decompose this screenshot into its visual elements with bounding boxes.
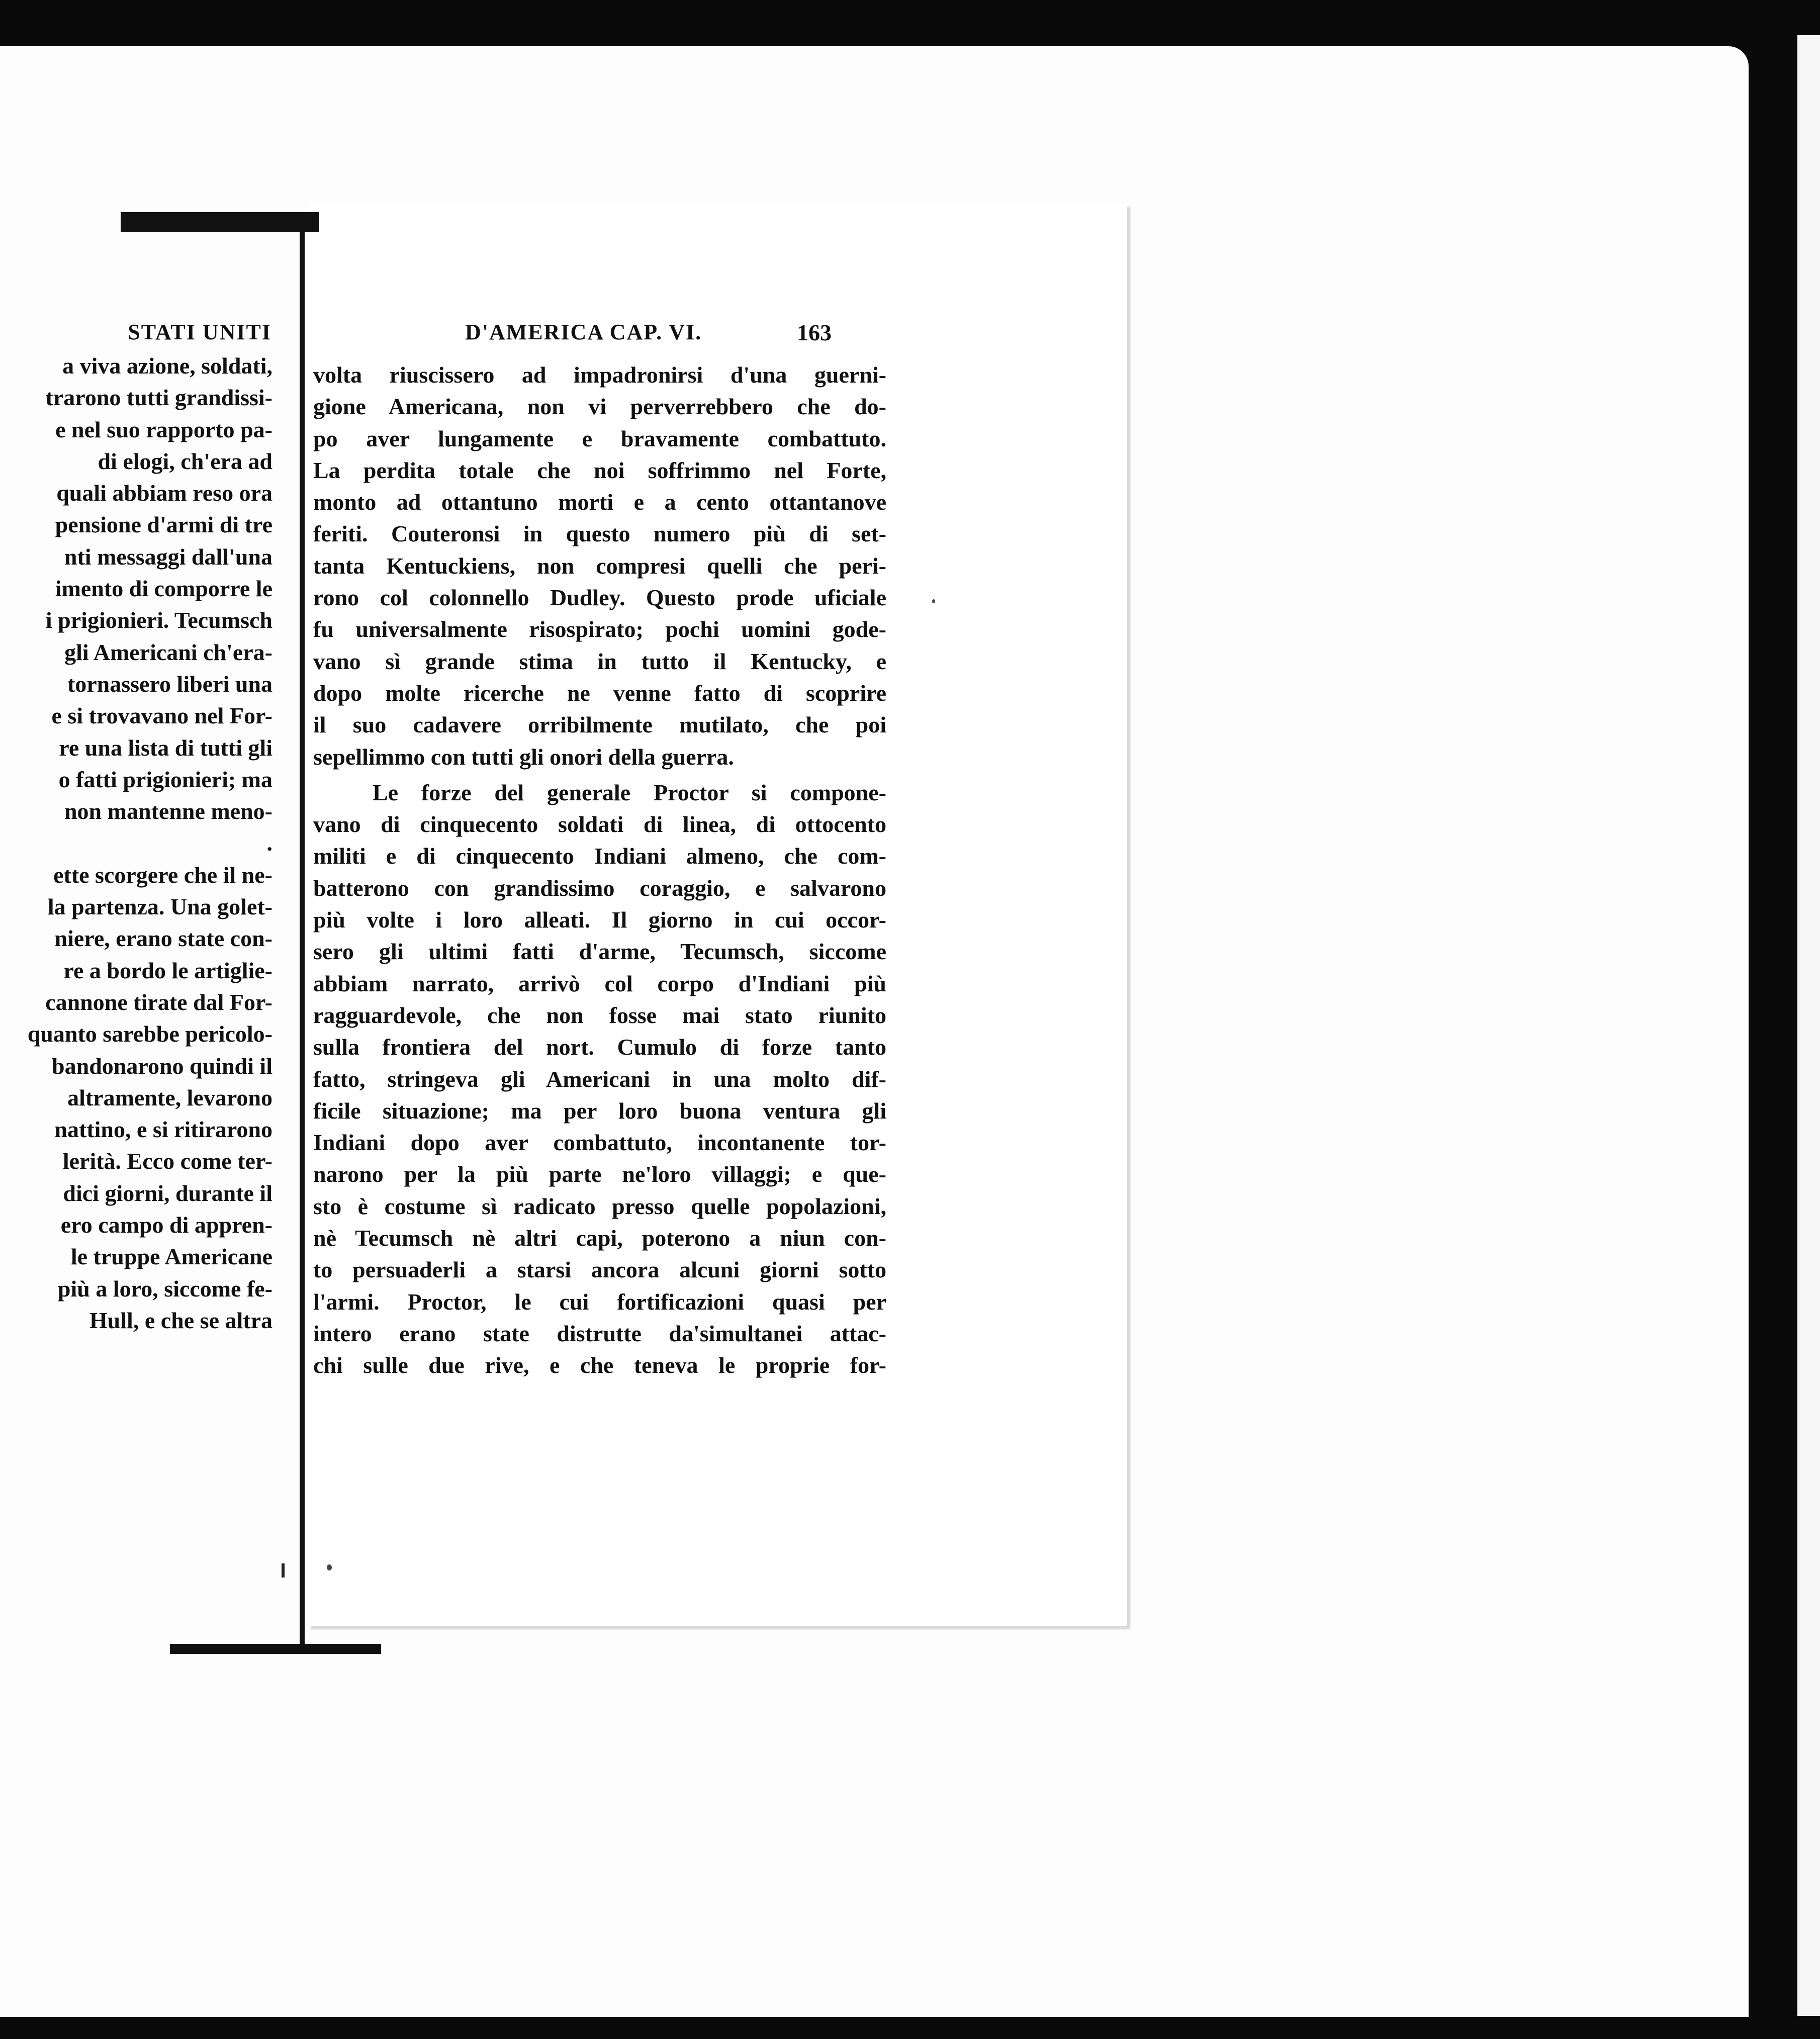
- speck-mark: [327, 1564, 332, 1570]
- text-line: o fatti prigionieri; ma: [58, 766, 272, 792]
- text-line: militi e di cinquecento Indiani almeno, che com-: [313, 843, 886, 869]
- text-line: Hull, e che se altra: [89, 1307, 272, 1333]
- text-line: sulla frontiera del nort. Cumulo di forze tanto: [313, 1034, 886, 1060]
- running-head-right: D'AMERICA CAP. VI.: [465, 320, 702, 344]
- text-line: più a loro, siccome fe-: [57, 1275, 272, 1302]
- text-line: ero campo di appren-: [60, 1212, 272, 1238]
- text-line: ficile situazione; ma per loro buona ventura gli: [313, 1097, 886, 1124]
- text-line: ragguardevole, che non fosse mai stato riunito: [313, 1002, 886, 1028]
- tick-mark: [282, 1563, 285, 1578]
- text-line: po aver lungamente e bravamente combattuto.: [313, 425, 886, 451]
- text-line: di elogi, ch'era ad: [98, 448, 272, 474]
- text-line: monto ad ottantuno morti e a cento ottantanove: [313, 489, 886, 515]
- text-line: sepellimmo con tutti gli onori della guerra.: [313, 744, 734, 770]
- running-head-left: STATI UNITI: [128, 320, 271, 344]
- text-line: volta riuscissero ad impadronirsi d'una guerni-: [313, 362, 886, 388]
- text-line: gli Americani ch'era-: [64, 639, 272, 665]
- text-line: sero gli ultimi fatti d'arme, Tecumsch, siccome: [313, 939, 886, 965]
- page-number: 163: [797, 320, 832, 345]
- text-line: La perdita totale che noi soffrimmo nel Forte,: [313, 457, 886, 483]
- text-line: cannone tirate dal For-: [45, 989, 272, 1015]
- text-line: bandonarono quindi il: [52, 1053, 272, 1079]
- text-line: la partenza. Una golet-: [47, 894, 272, 920]
- text-line: nattino, e si ritirarono: [54, 1117, 272, 1143]
- clip-mark-stem: [300, 232, 305, 1654]
- text-line: re a bordo le artiglie-: [63, 957, 272, 983]
- text-line: rono col colonnello Dudley. Questo prode uficiale: [313, 585, 886, 611]
- text-line: gione Americana, non vi perverrebbero che do-: [313, 394, 886, 420]
- text-line: narono per la più parte ne'loro villaggi; e que-: [313, 1161, 886, 1187]
- text-line: dici giorni, durante il: [63, 1180, 272, 1206]
- left-page-column: [0, 350, 272, 1336]
- text-line: a viva azione, soldati,: [62, 353, 272, 379]
- text-line: tornassero liberi una: [67, 671, 272, 697]
- text-line: nè Tecumsch nè altri capi, poterono a niun con-: [313, 1225, 886, 1251]
- clip-mark-bottom: [170, 1644, 381, 1654]
- text-line: fatto, stringeva gli Americani in una molto dif-: [313, 1066, 886, 1092]
- paragraph-gap: [313, 773, 886, 777]
- text-line: trarono tutti grandissi-: [45, 385, 272, 411]
- text-line: più volte i loro alleati. Il giorno in cui occor-: [313, 907, 886, 933]
- text-line: pensione d'armi di tre: [55, 512, 272, 538]
- text-line: imento di comporre le: [55, 576, 272, 602]
- text-line: e nel suo rapporto pa-: [55, 416, 272, 442]
- text-line: tanta Kentuckiens, non compresi quelli che peri-: [313, 552, 886, 579]
- text-line: ette scorgere che il ne-: [53, 862, 272, 888]
- text-line: chi sulle due rive, e che teneva le proprie for-: [313, 1352, 886, 1378]
- text-line: Indiani dopo aver combattuto, incontanente tor-: [313, 1130, 886, 1156]
- clip-mark-top: [121, 212, 319, 232]
- text-line: sto è costume sì radicato presso quelle popolazioni,: [313, 1193, 886, 1219]
- text-line: le truppe Americane: [70, 1244, 272, 1270]
- text-line: abbiam narrato, arrivò col corpo d'Indiani più: [313, 970, 886, 996]
- text-line: to persuaderli a starsi ancora alcuni giorni sotto: [313, 1257, 886, 1283]
- text-line: altramente, levarono: [67, 1084, 272, 1110]
- text-line: .: [266, 830, 272, 856]
- text-line: il suo cadavere orribilmente mutilato, che poi: [313, 712, 886, 738]
- text-line: vano sì grande stima in tutto il Kentucky, e: [313, 648, 886, 674]
- text-line: re una lista di tutti gli: [59, 734, 272, 761]
- next-page-edge: [1797, 35, 1820, 2016]
- text-line: non mantenne meno-: [64, 798, 272, 824]
- text-line: Le forze del generale Proctor si compone-: [373, 779, 886, 805]
- text-line: i prigionieri. Tecumsch: [45, 607, 272, 633]
- text-line: feriti. Couteronsi in questo numero più di set-: [313, 521, 886, 547]
- text-line: fu universalmente risospirato; pochi uomini gode-: [313, 616, 886, 642]
- speck-mark: [932, 599, 935, 603]
- text-line: batterono con grandissimo coraggio, e salvarono: [313, 875, 886, 901]
- text-line: quali abbiam reso ora: [56, 480, 272, 506]
- text-line: nti messaggi dall'una: [64, 543, 272, 570]
- text-line: vano di cinquecento soldati di linea, di ottocento: [313, 811, 886, 838]
- right-page-column: [313, 359, 886, 1381]
- text-line: quanto sarebbe pericolo-: [27, 1021, 272, 1047]
- text-line: niere, erano state con-: [54, 925, 272, 952]
- text-line: lerità. Ecco come ter-: [62, 1148, 272, 1174]
- text-line: dopo molte ricerche ne venne fatto di scoprire: [313, 680, 886, 706]
- text-line: l'armi. Proctor, le cui fortificazioni quasi per: [313, 1288, 886, 1315]
- text-line: intero erano state distrutte da'simultanei attac-: [313, 1320, 886, 1346]
- text-line: e si trovavano nel For-: [51, 703, 272, 729]
